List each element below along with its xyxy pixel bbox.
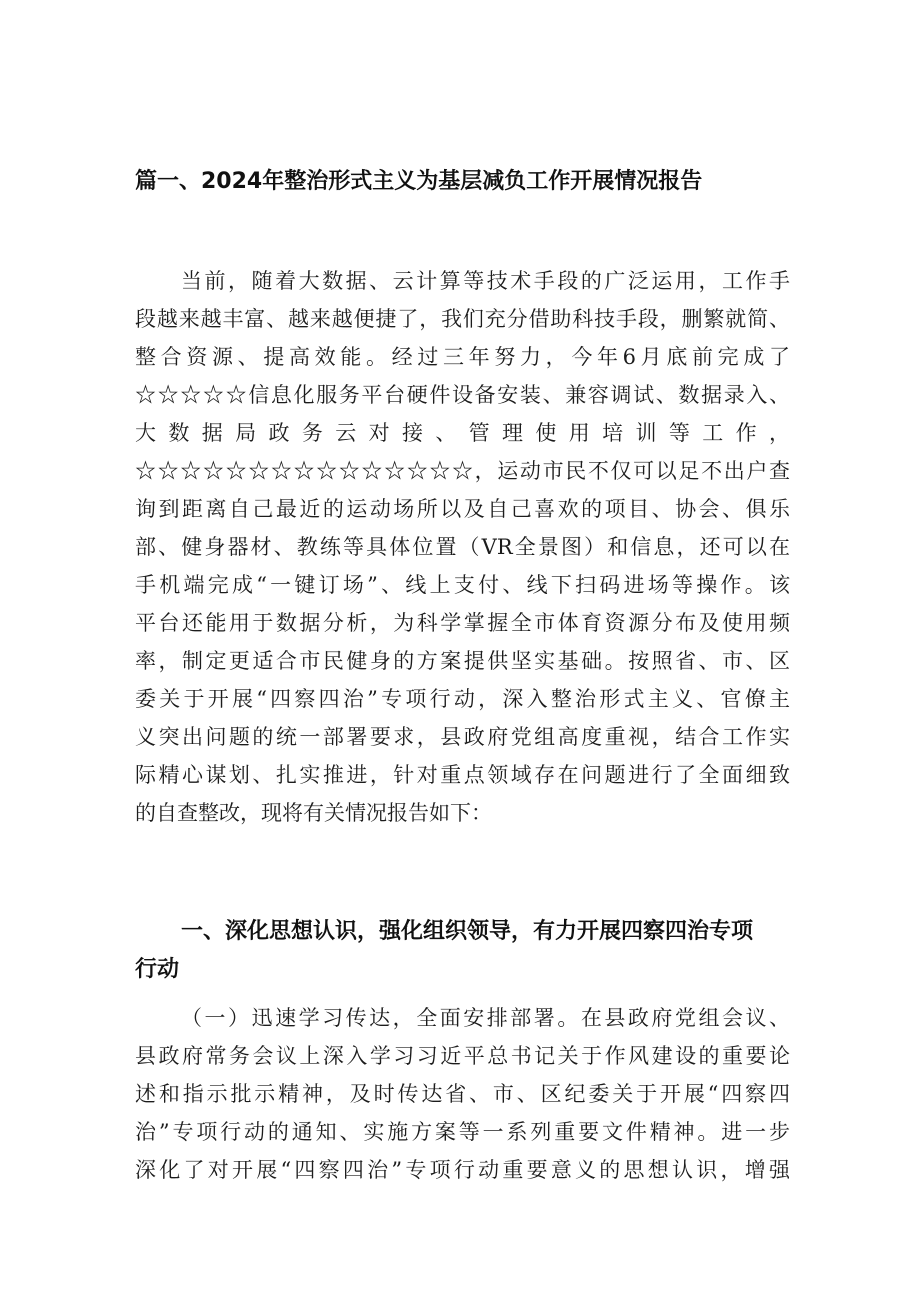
text-line: 手机端完成“一键订场”、线上支付、线下扫码进场等操作。该 (135, 573, 790, 597)
text-line: 段越来越丰富、越来越便捷了，我们充分借助科技手段，删繁就简、 (135, 307, 790, 331)
document-title: 篇一、2024年整治形式主义为基层减负工作开展情况报告 (135, 169, 703, 194)
text-line: 际精心谋划、扎实推进，针对重点领域存在问题进行了全面细致 (135, 763, 790, 787)
text-line: 平台还能用于数据分析，为科学掌握全市体育资源分布及使用频 (135, 611, 790, 635)
text-line: 治”专项行动的通知、实施方案等一系列重要文件精神。进一步 (135, 1120, 790, 1144)
text-line: 大数据局政务云对接、管理使用培训等工作， (135, 421, 790, 445)
text-line: 率，制定更适合市民健身的方案提供坚实基础。按照省、市、区 (135, 649, 790, 673)
text-line: 部、健身器材、教练等具体位置（VR全景图）和信息，还可以在 (135, 535, 790, 559)
text-line: 深化了对开展“四察四治”专项行动重要意义的思想认识，增强 (135, 1158, 790, 1182)
text-line: 整合资源、提高效能。经过三年努力，今年6月底前完成了 (135, 345, 790, 369)
text-line: 县政府常务会议上深入学习习近平总书记关于作风建设的重要论 (135, 1044, 790, 1068)
text-line: 当前，随着大数据、云计算等技术手段的广泛运用，工作手 (181, 269, 790, 293)
text-line: ☆☆☆☆☆信息化服务平台硬件设备安装、兼容调试、数据录入、 (135, 383, 790, 407)
paragraph-intro (135, 262, 790, 832)
text-line: 述和指示批示精神，及时传达省、市、区纪委关于开展“四察四 (135, 1082, 790, 1106)
heading-line: 行动 (135, 957, 180, 982)
paragraph-section-1-1 (135, 999, 790, 1189)
section-heading-1 (135, 913, 795, 989)
text-line: 义突出问题的统一部署要求，县政府党组高度重视，结合工作实 (135, 725, 790, 749)
heading-line: 一、深化思想认识，强化组织领导，有力开展四察四治专项 (181, 919, 754, 944)
text-line: （一）迅速学习传达，全面安排部署。在县政府党组会议、 (181, 1006, 790, 1030)
text-line: 的自查整改，现将有关情况报告如下： (135, 801, 492, 825)
text-line: 委关于开展“四察四治”专项行动，深入整治形式主义、官僚主 (135, 687, 790, 711)
text-line: 询到距离自己最近的运动场所以及自己喜欢的项目、协会、俱乐 (135, 497, 790, 521)
text-line: ☆☆☆☆☆☆☆☆☆☆☆☆☆☆☆，运动市民不仅可以足不出户查 (135, 459, 790, 483)
